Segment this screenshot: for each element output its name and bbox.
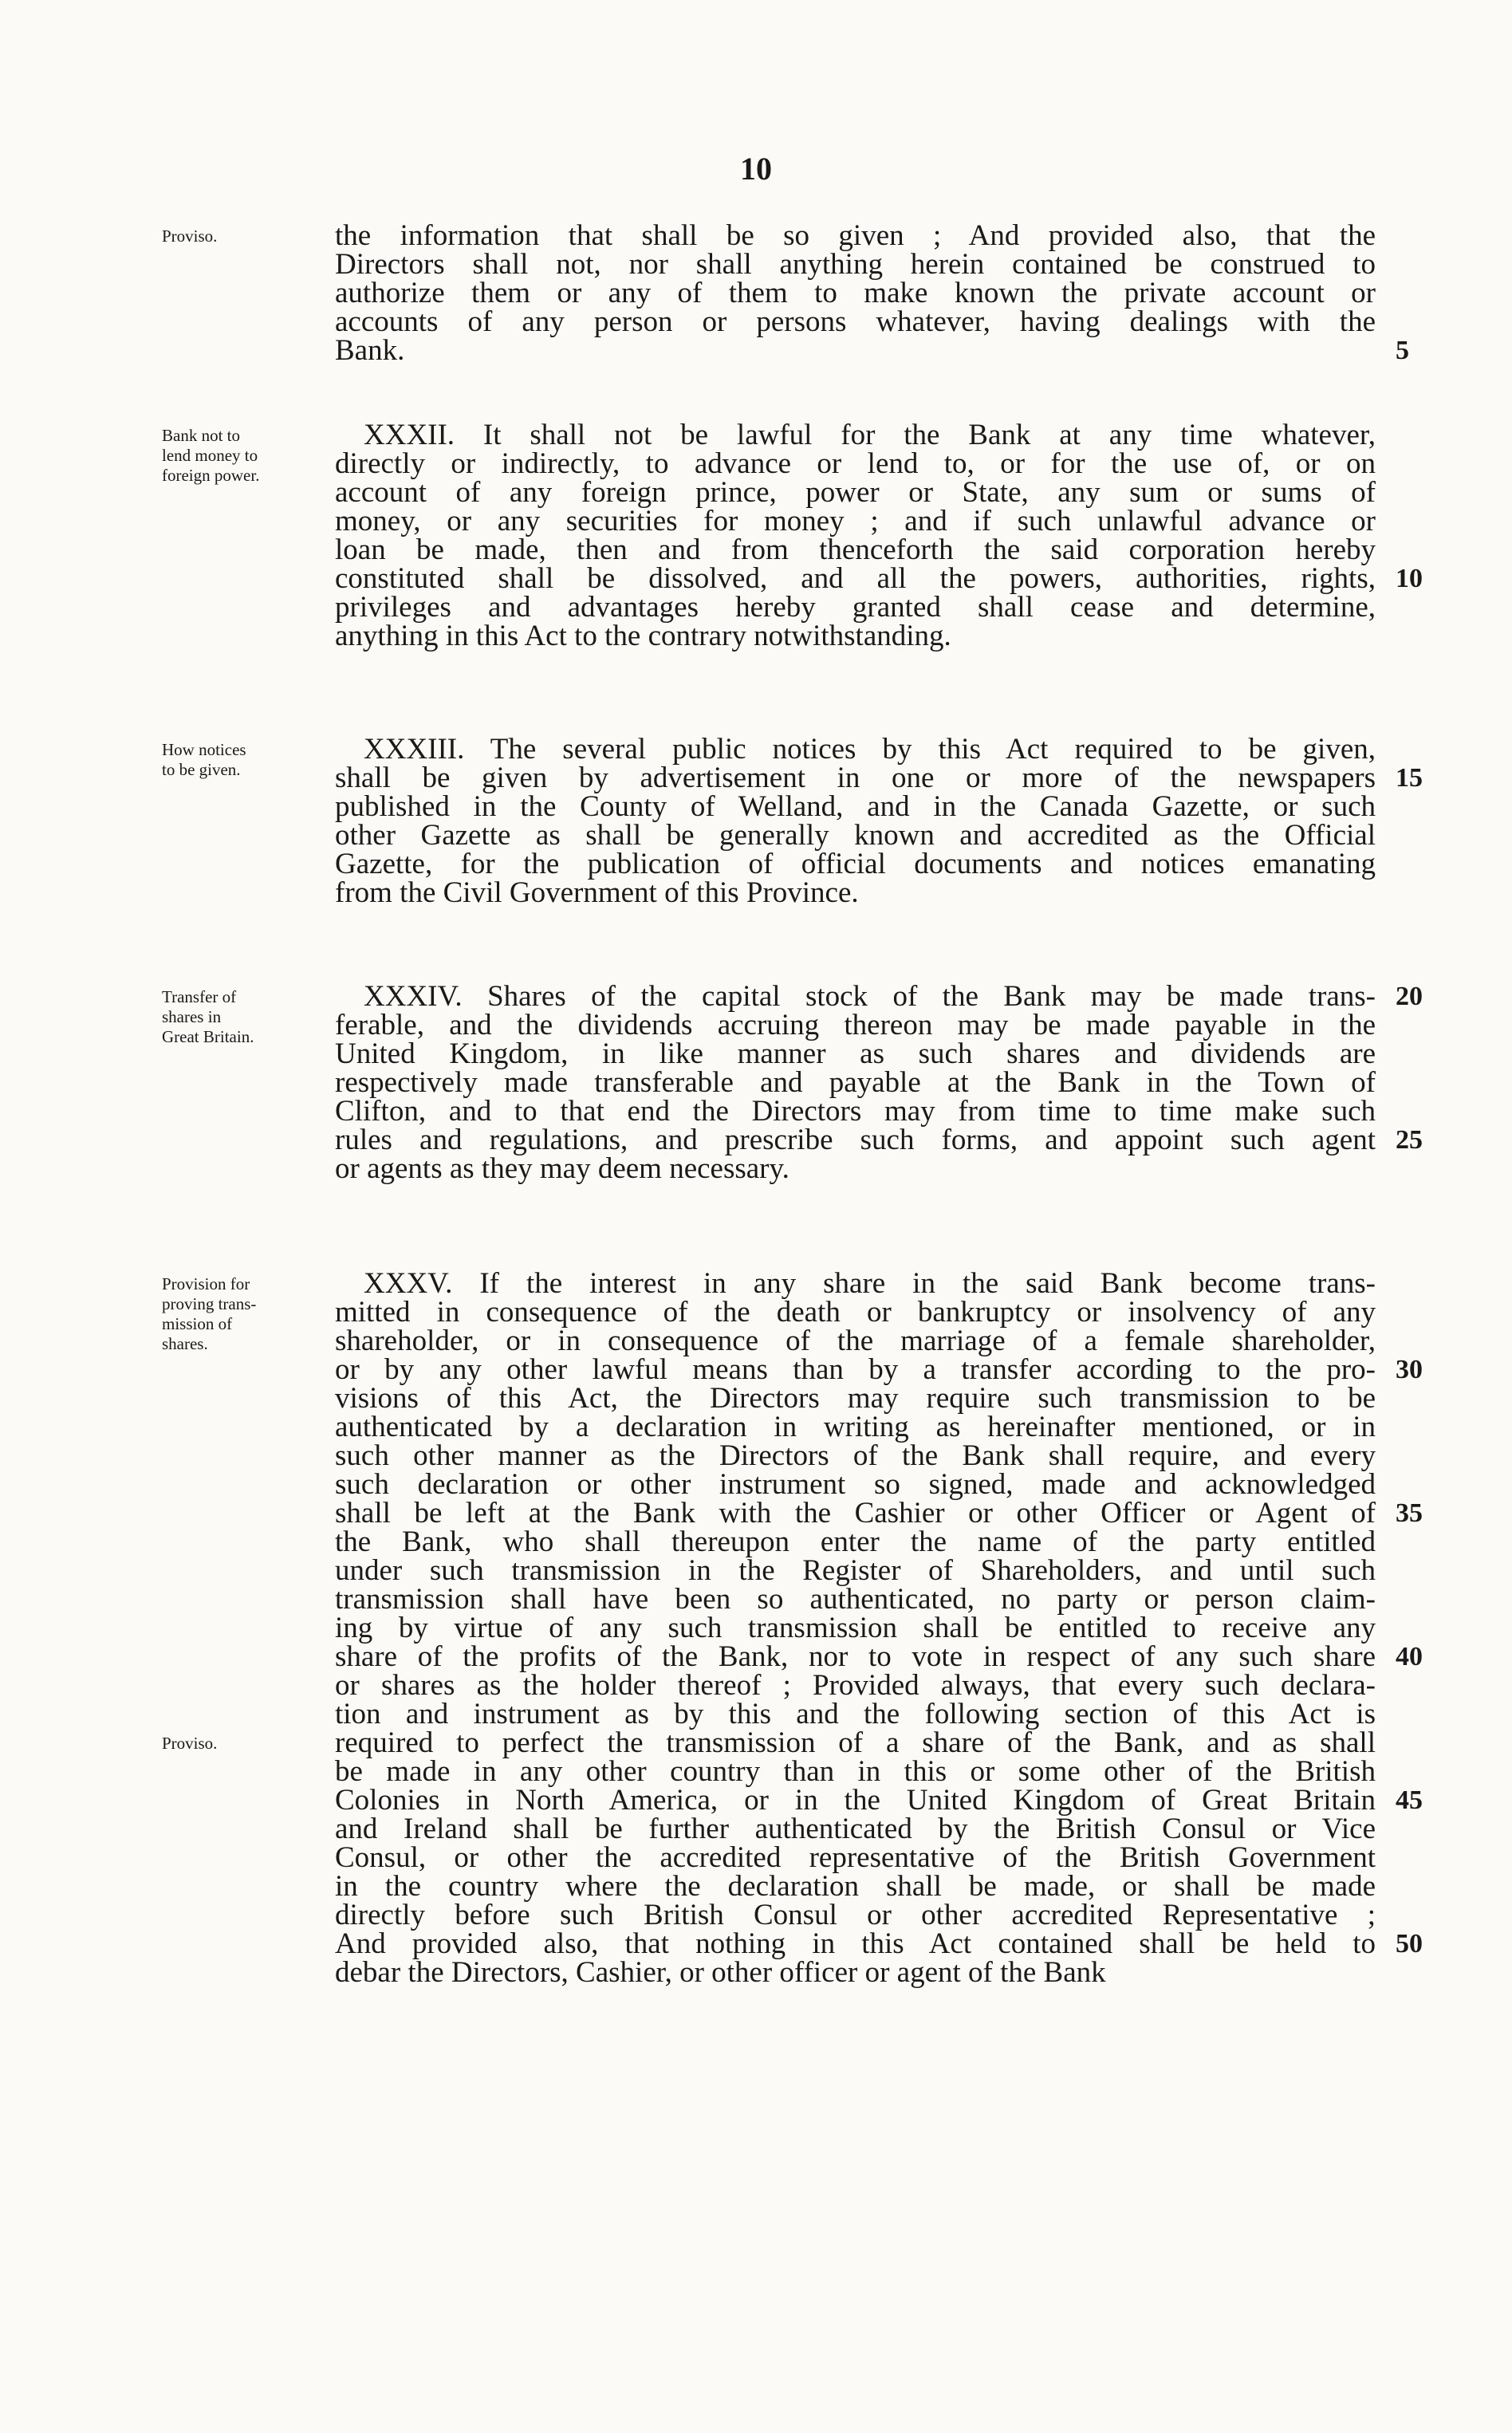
text-line: or by any other lawful means than by a transfer according to the pro-	[335, 1353, 1376, 1386]
text-line: respectively made transferable and payable at the Bank in the Town of	[335, 1066, 1376, 1099]
text-line: Consul, or other the accredited representative of the British Government	[335, 1841, 1376, 1874]
text-line: the Bank, who shall thereupon enter the name of the party entitled	[335, 1526, 1376, 1558]
line-number: 50	[1396, 1929, 1423, 1959]
section-text	[335, 735, 1376, 907]
text-line: share of the profits of the Bank, nor to vote in respect of any such share	[335, 1640, 1376, 1673]
text-line: such declaration or other instrument so signed, made and acknowledged	[335, 1468, 1376, 1501]
text-line: shall be left at the Bank with the Cashier or other Officer or Agent of	[335, 1497, 1376, 1529]
text-line: in the country where the declaration shall be made, or shall be made	[335, 1870, 1376, 1903]
text-line: other Gazette as shall be generally known and accredited as the Official	[335, 819, 1376, 852]
text-line: money, or any securities for money ; and if such unlawful advance or	[335, 505, 1376, 537]
text-line: debar the Directors, Cashier, or other officer or agent of the Bank	[335, 1956, 1106, 1989]
text-line: authorize them or any of them to make known the private account or	[335, 277, 1376, 309]
text-line: privileges and advantages hereby granted shall cease and determine,	[335, 591, 1376, 624]
text-line: rules and regulations, and prescribe such forms, and appoint such agent	[335, 1124, 1376, 1156]
text-line: Colonies in North America, or in the United Kingdom of Great Britain	[335, 1784, 1376, 1817]
margin-note: Bank not to lend money to foreign power.	[162, 426, 260, 485]
text-line: such other manner as the Directors of the Bank shall require, and every	[335, 1439, 1376, 1472]
text-line: be made in any other country than in this or some other of the British	[335, 1755, 1376, 1788]
text-line: accounts of any person or persons whatever, having dealings with the	[335, 305, 1376, 338]
section-text	[335, 982, 1376, 1183]
line-number: 40	[1396, 1642, 1423, 1671]
text-line: XXXIV. Shares of the capital stock of the Bank may be made trans-	[364, 980, 1376, 1013]
text-line: shall be given by advertisement in one or more of the newspapers	[335, 762, 1376, 794]
page-number: 10	[740, 151, 772, 187]
margin-note: Provision for proving trans- mission of shares.	[162, 1274, 257, 1353]
line-number: 10	[1396, 564, 1423, 593]
text-line: Bank.	[335, 334, 405, 367]
text-line: required to perfect the transmission of a share of the Bank, and as shall	[335, 1726, 1376, 1759]
text-line: XXXIII. The several public notices by this Act required to be given,	[364, 733, 1376, 766]
margin-note: Proviso.	[162, 1734, 218, 1753]
text-line: directly or indirectly, to advance or lend to, or for the use of, or on	[335, 447, 1376, 480]
text-line: published in the County of Welland, and in the Canada Gazette, or such	[335, 790, 1376, 823]
section-text	[335, 1267, 1376, 1989]
line-number: 25	[1396, 1125, 1423, 1155]
text-line: ing by virtue of any such transmission shall be entitled to receive any	[335, 1612, 1376, 1644]
text-line: XXXII. It shall not be lawful for the Bank at any time whatever,	[364, 419, 1376, 451]
text-line: from the Civil Government of this Province.	[335, 876, 859, 909]
text-line: United Kingdom, in like manner as such shares and dividends are	[335, 1037, 1376, 1070]
margin-note: Transfer of shares in Great Britain.	[162, 987, 254, 1046]
text-line: tion and instrument as by this and the following section of this Act is	[335, 1698, 1376, 1730]
text-line: and Ireland shall be further authenticated by the British Consul or Vice	[335, 1813, 1376, 1845]
section-text	[335, 219, 1376, 367]
text-line: shareholder, or in consequence of the marriage of a female shareholder,	[335, 1325, 1376, 1357]
text-line: under such transmission in the Register of Shareholders, and until such	[335, 1554, 1376, 1587]
text-line: constituted shall be dissolved, and all the powers, authorities, rights,	[335, 562, 1376, 595]
line-number: 20	[1396, 982, 1423, 1011]
text-line: ferable, and the dividends accruing thereon may be made payable in the	[335, 1009, 1376, 1041]
text-line: directly before such British Consul or other accredited Representative ;	[335, 1899, 1376, 1931]
line-number: 5	[1396, 336, 1409, 365]
line-number: 35	[1396, 1498, 1423, 1528]
line-number: 30	[1396, 1355, 1423, 1384]
text-line: visions of this Act, the Directors may require such transmission to be	[335, 1382, 1376, 1415]
text-line: mitted in consequence of the death or bankruptcy or insolvency of any	[335, 1296, 1376, 1329]
margin-note: How notices to be given.	[162, 740, 246, 779]
text-line: And provided also, that nothing in this Act contained shall be held to	[335, 1927, 1376, 1960]
margin-note: Proviso.	[162, 226, 218, 246]
text-line: authenticated by a declaration in writing as hereinafter mentioned, or in	[335, 1411, 1376, 1443]
line-number: 15	[1396, 763, 1423, 793]
text-line: Gazette, for the publication of official documents and notices emanating	[335, 848, 1376, 880]
text-line: XXXV. If the interest in any share in the said Bank become trans-	[364, 1267, 1376, 1300]
text-line: or shares as the holder thereof ; Provided always, that every such declara-	[335, 1669, 1376, 1702]
text-line: Clifton, and to that end the Directors may from time to time make such	[335, 1095, 1376, 1128]
text-line: Directors shall not, nor shall anything herein contained be construed to	[335, 248, 1376, 281]
section-text	[335, 421, 1376, 651]
text-line: account of any foreign prince, power or State, any sum or sums of	[335, 476, 1376, 509]
text-line: anything in this Act to the contrary notwithstanding.	[335, 620, 951, 652]
text-line: transmission shall have been so authenticated, no party or person claim-	[335, 1583, 1376, 1616]
text-line: loan be made, then and from thenceforth the said corporation hereby	[335, 533, 1376, 566]
text-line: the information that shall be so given ; And provided also, that the	[335, 219, 1376, 252]
line-number: 45	[1396, 1785, 1423, 1815]
text-line: or agents as they may deem necessary.	[335, 1152, 789, 1185]
